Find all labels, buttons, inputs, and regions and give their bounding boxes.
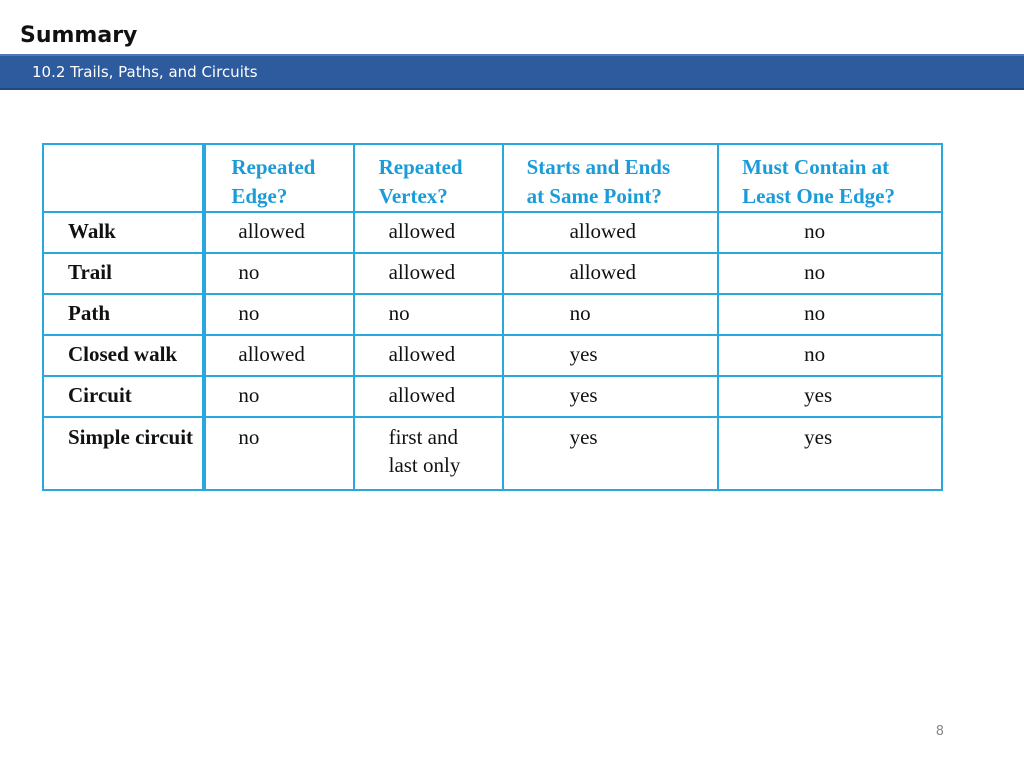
header-cell-starts-ends-same: Starts and Ends at Same Point? — [503, 144, 719, 212]
header-cell-repeated-edge: Repeated Edge? — [204, 144, 353, 212]
cell-contains-edge: no — [718, 253, 942, 294]
section-subtitle: 10.2 Trails, Paths, and Circuits — [32, 63, 258, 81]
row-label: Trail — [43, 253, 204, 294]
cell-repeated-edge: no — [204, 253, 353, 294]
table-row-trail — [43, 253, 942, 294]
summary-table — [42, 143, 943, 491]
row-label: Closed walk — [43, 335, 204, 376]
cell-repeated-vertex: allowed — [354, 212, 503, 253]
table-header-row — [43, 144, 942, 212]
section-bar — [0, 54, 1024, 90]
cell-repeated-vertex: allowed — [354, 335, 503, 376]
cell-contains-edge: no — [718, 335, 942, 376]
cell-same-point: allowed — [503, 253, 719, 294]
header-cell-contains-edge: Must Contain at Least One Edge? — [718, 144, 942, 212]
page-number: 8 — [935, 724, 944, 739]
cell-same-point: no — [503, 294, 719, 335]
cell-repeated-edge: no — [204, 376, 353, 417]
cell-same-point: allowed — [503, 212, 719, 253]
cell-same-point: yes — [503, 417, 719, 490]
row-label: Simple circuit — [43, 417, 204, 490]
page-title: Summary — [20, 23, 138, 48]
table-row-path — [43, 294, 942, 335]
table-row-closed-walk — [43, 335, 942, 376]
cell-same-point: yes — [503, 335, 719, 376]
table-row-walk — [43, 212, 942, 253]
cell-repeated-edge: no — [204, 294, 353, 335]
table-row-simple-circuit — [43, 417, 942, 490]
cell-repeated-edge: allowed — [204, 212, 353, 253]
header-cell-empty — [43, 144, 204, 212]
cell-contains-edge: no — [718, 212, 942, 253]
header-cell-repeated-vertex: Repeated Vertex? — [354, 144, 503, 212]
row-label: Circuit — [43, 376, 204, 417]
cell-same-point: yes — [503, 376, 719, 417]
cell-repeated-vertex: no — [354, 294, 503, 335]
cell-repeated-vertex: first and last only — [354, 417, 503, 490]
cell-repeated-edge: no — [204, 417, 353, 490]
row-label: Walk — [43, 212, 204, 253]
cell-contains-edge: yes — [718, 417, 942, 490]
cell-repeated-edge: allowed — [204, 335, 353, 376]
row-label: Path — [43, 294, 204, 335]
table-row-circuit — [43, 376, 942, 417]
cell-contains-edge: no — [718, 294, 942, 335]
cell-repeated-vertex: allowed — [354, 253, 503, 294]
cell-contains-edge: yes — [718, 376, 942, 417]
cell-repeated-vertex: allowed — [354, 376, 503, 417]
